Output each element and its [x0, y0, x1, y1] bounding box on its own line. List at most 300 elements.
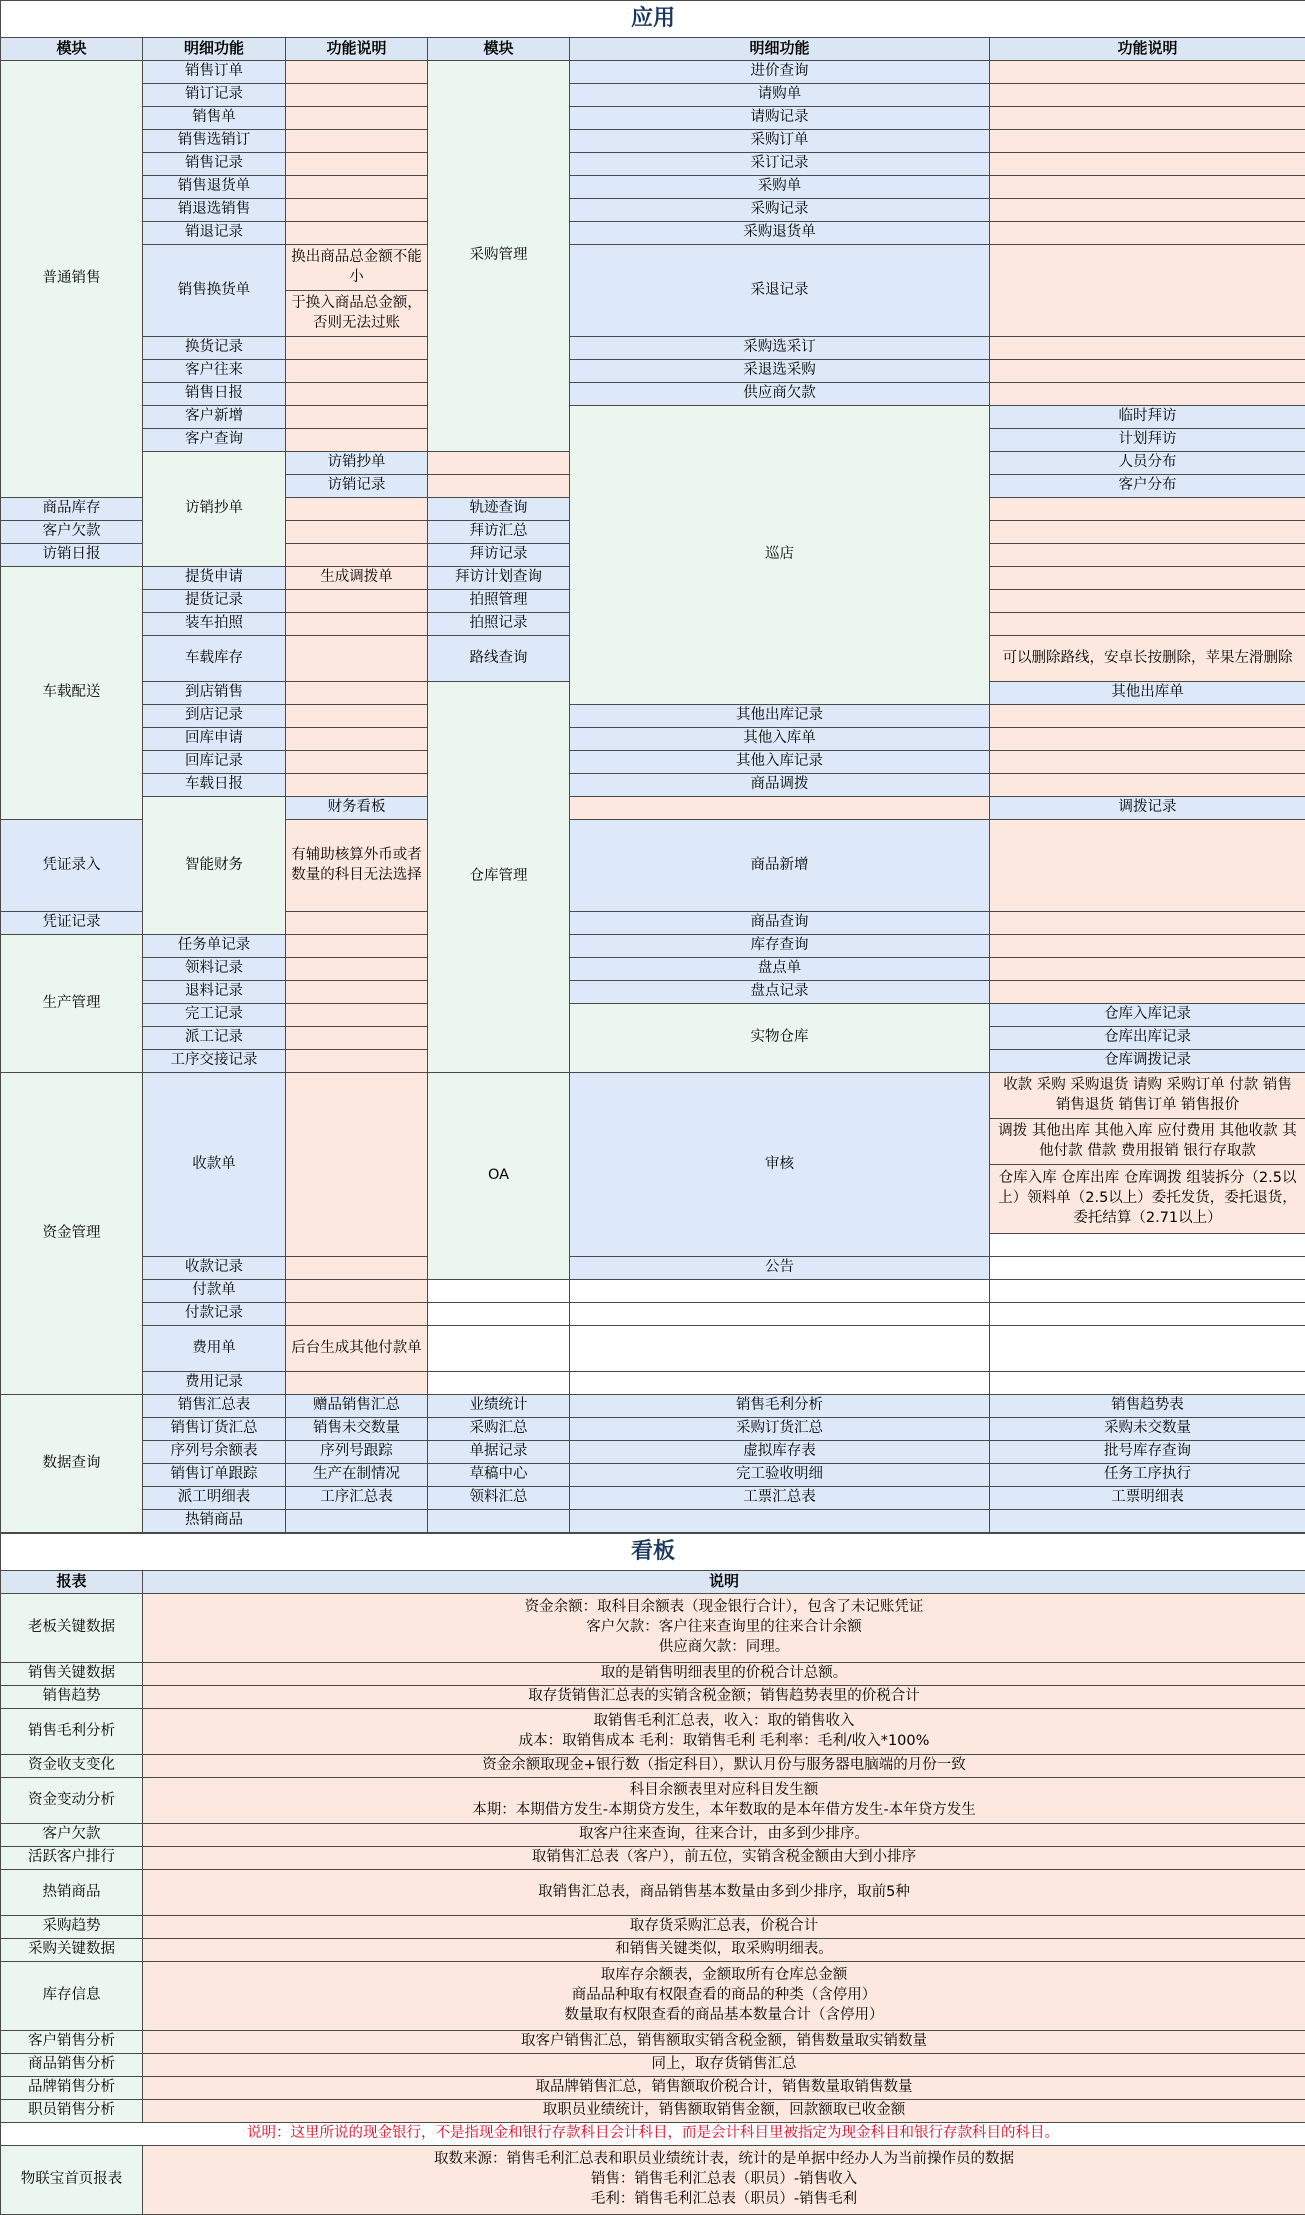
- item[interactable]: 访销抄单: [286, 452, 428, 475]
- item[interactable]: 销售退货单: [143, 176, 286, 199]
- header-module-2: 模块: [428, 38, 570, 61]
- item[interactable]: 销退选销售: [143, 199, 286, 222]
- module-zijin: 资金管理: [1, 1073, 143, 1395]
- query-item[interactable]: 批号库存查询: [990, 1441, 1305, 1464]
- item[interactable]: 其他入库记录: [570, 751, 990, 774]
- board-name: 资金收支变化: [1, 1755, 143, 1778]
- item[interactable]: 访销日报: [1, 544, 143, 567]
- cell-empty: [990, 1280, 1305, 1303]
- board-name: 销售毛利分析: [1, 1709, 143, 1755]
- item[interactable]: 轨迹查询: [428, 498, 570, 521]
- item[interactable]: 付款单: [143, 1280, 286, 1303]
- note-empty: [990, 613, 1305, 636]
- item[interactable]: 客户分布: [990, 475, 1305, 498]
- note-empty: [990, 199, 1305, 222]
- note-empty: [286, 613, 428, 636]
- board-name: 库存信息: [1, 1962, 143, 2031]
- item[interactable]: 客户欠款: [1, 521, 143, 544]
- note-empty: [286, 682, 428, 705]
- note-empty: [990, 337, 1305, 360]
- cell-empty: [990, 1372, 1305, 1395]
- note-empty: [286, 774, 428, 797]
- query-item[interactable]: 完工验收明细: [570, 1464, 990, 1487]
- note-empty: [990, 751, 1305, 774]
- board-desc: [143, 2100, 1305, 2123]
- item[interactable]: 调拨记录: [990, 797, 1305, 820]
- item[interactable]: 拍照记录: [428, 613, 570, 636]
- module-shiwu: 实物仓库: [570, 1004, 990, 1073]
- note-empty: [428, 475, 570, 498]
- note-huanhuo-2: 于换入商品总金额，否则无法过账: [286, 291, 428, 337]
- note-empty: [286, 176, 428, 199]
- header-desc: 功能说明: [286, 38, 428, 61]
- board-line: 取销售汇总表（客户），前五位，实销含税金额由大到小排序: [147, 1848, 1301, 1868]
- item[interactable]: 库存查询: [570, 935, 990, 958]
- item[interactable]: 请购记录: [570, 107, 990, 130]
- item[interactable]: 请购单: [570, 84, 990, 107]
- query-item[interactable]: 领料汇总: [428, 1487, 570, 1510]
- board-line: 取数来源：销售毛利汇总表和职员业绩统计表，统计的是单据中经办人为当前操作员的数据: [147, 2150, 1301, 2170]
- note-empty: [990, 981, 1305, 1004]
- note-pingzheng: 有辅助核算外币或者数量的科目无法选择: [286, 820, 428, 912]
- module-fangxiao: 访销抄单: [143, 452, 286, 567]
- note-empty: [286, 912, 428, 935]
- item[interactable]: 采购退货单: [570, 222, 990, 245]
- query-item[interactable]: 业绩统计: [428, 1395, 570, 1418]
- query-item[interactable]: 派工明细表: [143, 1487, 286, 1510]
- note-empty: [286, 1303, 428, 1326]
- note-empty: [286, 981, 428, 1004]
- board-name: 老板关键数据: [1, 1594, 143, 1663]
- board-rows: [1, 1594, 1305, 2123]
- board-line: 取库存余额表，金额取所有仓库总金额: [147, 1966, 1301, 1986]
- note-shenhe-3: 仓库入库 仓库出库 仓库调拨 组装拆分（2.5以上）领料单（2.5以上）委托发货，委托退货，委托结算（2.71以上）: [990, 1165, 1305, 1234]
- item[interactable]: 提货申请: [143, 567, 286, 590]
- cell-empty: [428, 1372, 570, 1395]
- query-item[interactable]: 销售未交数量: [286, 1418, 428, 1441]
- module-oa: OA: [428, 1073, 570, 1280]
- board-row: [1, 2054, 1305, 2077]
- note-empty: [286, 521, 428, 544]
- board-desc-wulian: [143, 2146, 1305, 2215]
- board-desc: [143, 1686, 1305, 1709]
- item[interactable]: 到店记录: [143, 705, 286, 728]
- note-empty: [286, 383, 428, 406]
- module-putong: 普通销售: [1, 61, 143, 498]
- board-line: 取存货销售汇总表的实销含税金额；销售趋势表里的价税合计: [147, 1687, 1301, 1707]
- note-empty: [990, 912, 1305, 935]
- query-item[interactable]: 销售毛利分析: [570, 1395, 990, 1418]
- board-line: 取品牌销售汇总，销售额取价税合计，销售数量取销售数量: [147, 2078, 1301, 2098]
- board-line: 毛利：销售毛利汇总表（职员）-销售毛利: [147, 2190, 1301, 2210]
- item[interactable]: 审核: [570, 1073, 990, 1257]
- note-huanhuo-1: 换出商品总金额不能小: [286, 245, 428, 291]
- query-item[interactable]: 销售订货汇总: [143, 1418, 286, 1441]
- cell-empty: [990, 1326, 1305, 1372]
- item[interactable]: 付款记录: [143, 1303, 286, 1326]
- query-item[interactable]: 销售趋势表: [990, 1395, 1305, 1418]
- item[interactable]: 派工记录: [143, 1027, 286, 1050]
- module-caiwu: 智能财务: [143, 797, 286, 935]
- cell-empty: [428, 1326, 570, 1372]
- board-line: 资金余额：取科目余额表（现金银行合计），包含了未记账凭证: [147, 1598, 1301, 1618]
- item[interactable]: 车载日报: [143, 774, 286, 797]
- note-empty: [286, 107, 428, 130]
- note-empty: [990, 498, 1305, 521]
- module-shengchan: 生产管理: [1, 935, 143, 1073]
- header-detail: 明细功能: [143, 38, 286, 61]
- item[interactable]: 回库申请: [143, 728, 286, 751]
- note-empty: [286, 360, 428, 383]
- item[interactable]: 采购选采订: [570, 337, 990, 360]
- note-shenhe-2: 调拨 其他出库 其他入库 应付费用 其他收款 其他付款 借款 费用报销 银行存取款: [990, 1119, 1305, 1165]
- item[interactable]: 采订记录: [570, 153, 990, 176]
- board-line: 取销售毛利汇总表，收入：取的销售收入: [147, 1712, 1301, 1732]
- item[interactable]: 财务看板: [286, 797, 428, 820]
- board-line: 科目余额表里对应科目发生额: [147, 1781, 1301, 1801]
- board-row: [1, 1870, 1305, 1916]
- header-explain: 说明: [143, 1571, 1305, 1594]
- note-shenhe-1: 收款 采购 采购退货 请购 采购订单 付款 销售 销售退货 销售订单 销售报价: [990, 1073, 1305, 1119]
- note-tihuo: 生成调拨单: [286, 567, 428, 590]
- note-empty: [990, 176, 1305, 199]
- board-row: [1, 1778, 1305, 1824]
- cell-empty: [990, 1510, 1305, 1533]
- note-empty: [286, 935, 428, 958]
- item[interactable]: 计划拜访: [990, 429, 1305, 452]
- query-item[interactable]: 采购未交数量: [990, 1418, 1305, 1441]
- query-item[interactable]: 热销商品: [143, 1510, 286, 1533]
- item[interactable]: 销售记录: [143, 153, 286, 176]
- cell-empty: [570, 1303, 990, 1326]
- query-item[interactable]: 采购订货汇总: [570, 1418, 990, 1441]
- board-line: 取客户往来查询，往来合计，由多到少排序。: [147, 1825, 1301, 1845]
- board-desc: [143, 1847, 1305, 1870]
- note-empty: [286, 1073, 428, 1257]
- note-empty: [286, 429, 428, 452]
- board-desc: [143, 1594, 1305, 1663]
- cell-empty: [570, 1326, 990, 1372]
- board-name: 客户欠款: [1, 1824, 143, 1847]
- board-row: [1, 1824, 1305, 1847]
- cell-empty: [428, 1510, 570, 1533]
- item[interactable]: 仓库调拨记录: [990, 1050, 1305, 1073]
- note-empty: [428, 452, 570, 475]
- item[interactable]: 仓库入库记录: [990, 1004, 1305, 1027]
- item[interactable]: 退料记录: [143, 981, 286, 1004]
- section-title-app: 应用: [1, 1, 1305, 38]
- note-empty: [990, 590, 1305, 613]
- note-empty: [286, 153, 428, 176]
- item[interactable]: 销售换货单: [143, 245, 286, 337]
- query-item[interactable]: 草稿中心: [428, 1464, 570, 1487]
- item[interactable]: 拜访汇总: [428, 521, 570, 544]
- header-desc-2: 功能说明: [990, 38, 1305, 61]
- item[interactable]: 商品新增: [570, 820, 990, 912]
- note-empty: [286, 636, 428, 682]
- note-empty: [286, 406, 428, 429]
- module-chezai: 车载配送: [1, 567, 143, 820]
- item[interactable]: 收款单: [143, 1073, 286, 1257]
- board-line: 销售：销售毛利汇总表（职员）-销售收入: [147, 2170, 1301, 2190]
- note-empty: [286, 728, 428, 751]
- board-desc: [143, 1916, 1305, 1939]
- note-empty: [990, 774, 1305, 797]
- item[interactable]: 采购订单: [570, 130, 990, 153]
- note-empty: [286, 61, 428, 84]
- query-item[interactable]: 工票明细表: [990, 1487, 1305, 1510]
- item[interactable]: 采退选采购: [570, 360, 990, 383]
- cell-empty: [286, 1510, 428, 1533]
- item[interactable]: 临时拜访: [990, 406, 1305, 429]
- note-empty: [990, 935, 1305, 958]
- item[interactable]: 其他入库单: [570, 728, 990, 751]
- note-empty: [570, 797, 990, 820]
- board-desc: [143, 1939, 1305, 1962]
- query-item[interactable]: 序列号跟踪: [286, 1441, 428, 1464]
- item[interactable]: 销售日报: [143, 383, 286, 406]
- board-name: 职员销售分析: [1, 2100, 143, 2123]
- note-empty: [990, 130, 1305, 153]
- item[interactable]: 其他出库单: [990, 682, 1305, 705]
- module-xundian: 巡店: [570, 406, 990, 705]
- red-note: 说明：这里所说的现金银行，不是指现金和银行存款科目会计科目，而是会计科目里被指定为现金科目和银行存款科目的科目。: [1, 2123, 1305, 2146]
- board-table: [0, 1533, 1305, 2215]
- cell-empty: [428, 1280, 570, 1303]
- item[interactable]: 任务单记录: [143, 935, 286, 958]
- board-name-wulian: 物联宝首页报表: [1, 2146, 143, 2215]
- note-empty: [990, 728, 1305, 751]
- board-row: [1, 1709, 1305, 1755]
- item[interactable]: 销退记录: [143, 222, 286, 245]
- item[interactable]: 销售单: [143, 107, 286, 130]
- note-empty: [990, 567, 1305, 590]
- item[interactable]: 盘点单: [570, 958, 990, 981]
- note-empty: [286, 1027, 428, 1050]
- note-empty: [990, 61, 1305, 84]
- note-empty: [286, 84, 428, 107]
- note-empty: [990, 1257, 1305, 1280]
- note-empty: [990, 84, 1305, 107]
- board-line: 本期：本期借方发生-本期贷方发生，本年数取的是本年借方发生-本年贷方发生: [147, 1801, 1301, 1821]
- note-empty: [990, 153, 1305, 176]
- item[interactable]: 客户新增: [143, 406, 286, 429]
- board-desc: [143, 2054, 1305, 2077]
- item[interactable]: 销售订单: [143, 61, 286, 84]
- board-row: [1, 1962, 1305, 2031]
- item[interactable]: 凭证录入: [1, 820, 143, 912]
- note-empty: [990, 521, 1305, 544]
- board-name: 资金变动分析: [1, 1778, 143, 1824]
- item[interactable]: 盘点记录: [570, 981, 990, 1004]
- module-shuju: 数据查询: [1, 1395, 143, 1533]
- item[interactable]: 领料记录: [143, 958, 286, 981]
- note-empty: [990, 1234, 1305, 1257]
- note-empty: [286, 705, 428, 728]
- board-name: 活跃客户排行: [1, 1847, 143, 1870]
- item[interactable]: 费用单: [143, 1326, 286, 1372]
- note-empty: [286, 751, 428, 774]
- item[interactable]: 供应商欠款: [570, 383, 990, 406]
- note-empty: [990, 958, 1305, 981]
- board-row: [1, 1663, 1305, 1686]
- note-empty: [286, 1257, 428, 1280]
- cell-empty: [428, 1303, 570, 1326]
- item[interactable]: 采购记录: [570, 199, 990, 222]
- board-desc: [143, 1824, 1305, 1847]
- board-line: 供应商欠款：同理。: [147, 1638, 1301, 1658]
- board-desc: [143, 2031, 1305, 2054]
- item[interactable]: 客户往来: [143, 360, 286, 383]
- query-item[interactable]: 序列号余额表: [143, 1441, 286, 1464]
- board-line: 和销售关键类似，取采购明细表。: [147, 1940, 1301, 1960]
- cell-empty: [570, 1372, 990, 1395]
- board-row: [1, 1916, 1305, 1939]
- board-line: 取职员业绩统计，销售额取销售金额，回款额取已收金额: [147, 2101, 1301, 2121]
- board-line: 客户欠款：客户往来查询里的往来合计余额: [147, 1618, 1301, 1638]
- cell-empty: [570, 1280, 990, 1303]
- item[interactable]: 销订记录: [143, 84, 286, 107]
- board-name: 采购趋势: [1, 1916, 143, 1939]
- item[interactable]: 收款记录: [143, 1257, 286, 1280]
- header-detail-2: 明细功能: [570, 38, 990, 61]
- module-cangku: 仓库管理: [428, 682, 570, 1073]
- board-row: [1, 1594, 1305, 1663]
- note-empty: [990, 544, 1305, 567]
- item[interactable]: 回库记录: [143, 751, 286, 774]
- note-empty: [286, 130, 428, 153]
- board-row: [1, 2100, 1305, 2123]
- board-line: 取客户销售汇总，销售额取实销含税金额，销售数量取实销数量: [147, 2032, 1301, 2052]
- note-empty: [286, 1004, 428, 1027]
- note-empty: [286, 590, 428, 613]
- board-name: 品牌销售分析: [1, 2077, 143, 2100]
- item[interactable]: 装车拍照: [143, 613, 286, 636]
- board-desc: [143, 1709, 1305, 1755]
- board-name: 销售关键数据: [1, 1663, 143, 1686]
- cell-empty: [990, 1303, 1305, 1326]
- board-name: 销售趋势: [1, 1686, 143, 1709]
- item[interactable]: 人员分布: [990, 452, 1305, 475]
- item[interactable]: 拍照管理: [428, 590, 570, 613]
- board-line: 资金余额取现金+银行数（指定科目），默认月份与服务器电脑端的月份一致: [147, 1756, 1301, 1776]
- query-item[interactable]: 销售汇总表: [143, 1395, 286, 1418]
- item[interactable]: 换货记录: [143, 337, 286, 360]
- item[interactable]: 客户查询: [143, 429, 286, 452]
- note-empty: [990, 245, 1305, 337]
- board-line: 商品品种取有权限查看的商品的种类（含停用）: [147, 1986, 1301, 2006]
- board-row: [1, 2031, 1305, 2054]
- item[interactable]: 到店销售: [143, 682, 286, 705]
- item[interactable]: 采购单: [570, 176, 990, 199]
- note-empty: [286, 498, 428, 521]
- board-desc: [143, 1663, 1305, 1686]
- note-empty: [990, 222, 1305, 245]
- board-name: 客户销售分析: [1, 2031, 143, 2054]
- item[interactable]: 销售选销订: [143, 130, 286, 153]
- section-title-board: 看板: [1, 1534, 1305, 1571]
- note-empty: [286, 199, 428, 222]
- item[interactable]: 拜访记录: [428, 544, 570, 567]
- item[interactable]: 访销记录: [286, 475, 428, 498]
- item[interactable]: 商品库存: [1, 498, 143, 521]
- board-row: [1, 1755, 1305, 1778]
- item[interactable]: 其他出库记录: [570, 705, 990, 728]
- query-item[interactable]: 虚拟库存表: [570, 1441, 990, 1464]
- note-empty: [286, 1372, 428, 1395]
- item[interactable]: 采退记录: [570, 245, 990, 337]
- item[interactable]: 拜访计划查询: [428, 567, 570, 590]
- module-caigou: 采购管理: [428, 61, 570, 452]
- board-row: [1, 2077, 1305, 2100]
- item[interactable]: 进价查询: [570, 61, 990, 84]
- board-desc: [143, 1778, 1305, 1824]
- cell-empty: [570, 1510, 990, 1533]
- board-line: 取存货采购汇总表，价税合计: [147, 1917, 1301, 1937]
- note-empty: [286, 1280, 428, 1303]
- header-report: 报表: [1, 1571, 143, 1594]
- query-item[interactable]: 单据记录: [428, 1441, 570, 1464]
- note-empty: [286, 1050, 428, 1073]
- board-line: 取销售汇总表，商品销售基本数量由多到少排序，取前5种: [147, 1883, 1301, 1903]
- item[interactable]: 凭证记录: [1, 912, 143, 935]
- item[interactable]: 仓库出库记录: [990, 1027, 1305, 1050]
- note-empty: [990, 383, 1305, 406]
- board-desc: [143, 1870, 1305, 1916]
- board-name: 采购关键数据: [1, 1939, 143, 1962]
- query-item[interactable]: 销售订单跟踪: [143, 1464, 286, 1487]
- item[interactable]: 费用记录: [143, 1372, 286, 1395]
- note-empty: [286, 222, 428, 245]
- query-item[interactable]: 工序汇总表: [286, 1487, 428, 1510]
- item[interactable]: 商品查询: [570, 912, 990, 935]
- board-line: 取的是销售明细表里的价税合计总额。: [147, 1664, 1301, 1684]
- note-empty: [286, 958, 428, 981]
- query-item[interactable]: 生产在制情况: [286, 1464, 428, 1487]
- item[interactable]: 提货记录: [143, 590, 286, 613]
- note-empty: [990, 820, 1305, 912]
- board-row: [1, 1939, 1305, 1962]
- board-name: 热销商品: [1, 1870, 143, 1916]
- query-item[interactable]: 工票汇总表: [570, 1487, 990, 1510]
- note-empty: [990, 360, 1305, 383]
- item[interactable]: 车载库存: [143, 636, 286, 682]
- item[interactable]: 商品调拨: [570, 774, 990, 797]
- board-desc: [143, 1755, 1305, 1778]
- query-item[interactable]: 采购汇总: [428, 1418, 570, 1441]
- item[interactable]: 工序交接记录: [143, 1050, 286, 1073]
- item[interactable]: 公告: [570, 1257, 990, 1280]
- note-empty: [990, 107, 1305, 130]
- note-empty: [990, 705, 1305, 728]
- header-module: 模块: [1, 38, 143, 61]
- note-feiyong: 后台生成其他付款单: [286, 1326, 428, 1372]
- board-desc: [143, 1962, 1305, 2031]
- board-row: [1, 1686, 1305, 1709]
- item[interactable]: 完工记录: [143, 1004, 286, 1027]
- board-row: [1, 1847, 1305, 1870]
- note-luxian: 可以删除路线，安卓长按删除，苹果左滑删除: [990, 636, 1305, 682]
- note-empty: [286, 337, 428, 360]
- board-desc: [143, 2077, 1305, 2100]
- query-item[interactable]: 任务工序执行: [990, 1464, 1305, 1487]
- board-line: 数量取有权限查看的商品基本数量合计（含停用）: [147, 2006, 1301, 2026]
- board-line: 成本：取销售成本 毛利：取销售毛利 毛利率：毛利/收入*100%: [147, 1732, 1301, 1752]
- board-line: 同上，取存货销售汇总: [147, 2055, 1301, 2075]
- note-empty: [286, 544, 428, 567]
- item[interactable]: 路线查询: [428, 636, 570, 682]
- query-item[interactable]: 赠品销售汇总: [286, 1395, 428, 1418]
